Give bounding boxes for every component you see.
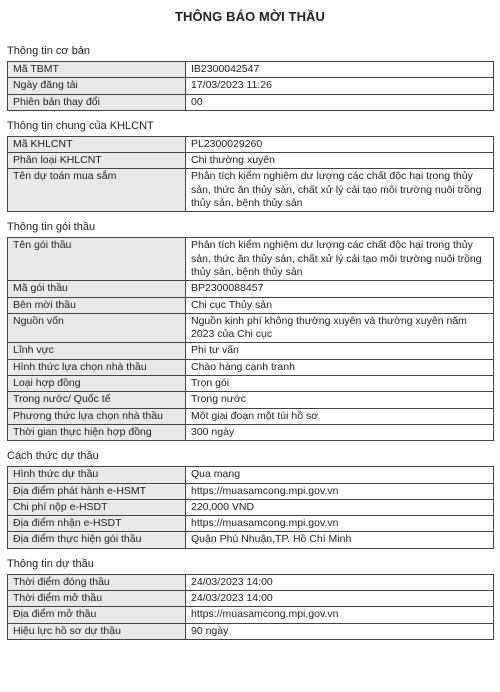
table-row xyxy=(8,532,494,548)
row-value: Trọn gói xyxy=(186,376,494,392)
row-label: Hiệu lực hồ sơ dự thầu xyxy=(8,623,186,639)
row-label: Nguồn vốn xyxy=(8,313,186,343)
section-title-bid-info: Thông tin dự thầu xyxy=(7,557,94,570)
row-label: Phân loại KHLCNT xyxy=(8,153,186,169)
table-row xyxy=(8,499,494,515)
table-row xyxy=(8,623,494,639)
plan-info-table xyxy=(7,136,494,212)
row-label: Mã TBMT xyxy=(8,62,186,78)
row-label: Địa điểm nhận e-HSDT xyxy=(8,516,186,532)
row-value: Chi thường xuyên xyxy=(186,153,494,169)
table-row xyxy=(8,392,494,408)
table-row xyxy=(8,591,494,607)
table-row xyxy=(8,313,494,343)
row-value: Quận Phú Nhuận,TP. Hồ Chí Minh xyxy=(186,532,494,548)
row-label: Bên mời thầu xyxy=(8,297,186,313)
section-title-plan-info: Thông tin chung của KHLCNT xyxy=(7,119,154,132)
row-label: Phiên bản thay đổi xyxy=(8,94,186,110)
table-row xyxy=(8,359,494,375)
row-value: Phân tích kiểm nghiệm dư lượng các chất độc hại trong thủy sản, thức ăn thủy sản, chất xử lý cải tạo môi trường nuôi trồng thủy sản, bệnh thủy sản xyxy=(186,169,494,212)
table-row xyxy=(8,376,494,392)
row-label: Tên dự toán mua sắm xyxy=(8,169,186,212)
row-value: Qua mạng xyxy=(186,467,494,483)
row-value: Chào hàng cạnh tranh xyxy=(186,359,494,375)
table-row xyxy=(8,78,494,94)
table-row xyxy=(8,297,494,313)
bid-info-table xyxy=(7,574,494,640)
table-row xyxy=(8,136,494,152)
table-row xyxy=(8,169,494,212)
row-value: Trong nước xyxy=(186,392,494,408)
row-label: Địa điểm phát hành e-HSMT xyxy=(8,483,186,499)
table-row xyxy=(8,343,494,359)
row-label: Trong nước/ Quốc tế xyxy=(8,392,186,408)
row-value: 24/03/2023 14:00 xyxy=(186,591,494,607)
row-value: https://muasamcong.mpi.gov.vn xyxy=(186,516,494,532)
row-label: Hình thức lựa chọn nhà thầu xyxy=(8,359,186,375)
row-value: 24/03/2023 14:00 xyxy=(186,574,494,590)
row-label: Mã gói thầu xyxy=(8,281,186,297)
table-row xyxy=(8,62,494,78)
row-label: Thời điểm đóng thầu xyxy=(8,574,186,590)
row-value: IB2300042547 xyxy=(186,62,494,78)
row-label: Lĩnh vực xyxy=(8,343,186,359)
row-value: Phi tư vấn xyxy=(186,343,494,359)
row-value: Nguồn kinh phí không thường xuyên và thường xuyên năm 2023 của Chi cục xyxy=(186,313,494,343)
row-value: 220,000 VND xyxy=(186,499,494,515)
row-label: Thời gian thực hiện hợp đồng xyxy=(8,424,186,440)
row-value: 90 ngày xyxy=(186,623,494,639)
table-row xyxy=(8,153,494,169)
package-info-table xyxy=(7,237,494,441)
row-value: Phân tích kiểm nghiệm dư lượng các chất độc hại trong thủy sản, thức ăn thủy sản, chất xử lý cải tạo môi trường nuôi trồng thủy sản, bệnh thủy sản xyxy=(186,238,494,281)
table-row xyxy=(8,607,494,623)
table-row xyxy=(8,516,494,532)
row-label: Địa điểm thực hiện gói thầu xyxy=(8,532,186,548)
row-label: Thời điểm mở thầu xyxy=(8,591,186,607)
section-title-basic-info: Thông tin cơ bản xyxy=(7,45,91,57)
row-label: Chi phí nộp e-HSDT xyxy=(8,499,186,515)
row-value: https://muasamcong.mpi.gov.vn xyxy=(186,483,494,499)
row-label: Phương thức lựa chọn nhà thầu xyxy=(8,408,186,424)
row-label: Loại hợp đồng xyxy=(8,376,186,392)
table-row xyxy=(8,408,494,424)
row-value: 300 ngày xyxy=(186,424,494,440)
page-title: THÔNG BÁO MỜI THẦU xyxy=(174,9,326,24)
row-value: PL2300029260 xyxy=(186,136,494,152)
row-label: Ngày đăng tải xyxy=(8,78,186,94)
section-title-package-info: Thông tin gói thầu xyxy=(7,221,96,234)
row-label: Tên gói thầu xyxy=(8,238,186,281)
row-value: Một giai đoạn một túi hồ sơ xyxy=(186,408,494,424)
row-label: Địa điểm mở thầu xyxy=(8,607,186,623)
table-row xyxy=(8,424,494,440)
table-row xyxy=(8,238,494,281)
row-label: Hình thức dự thầu xyxy=(8,467,186,483)
basic-info-table xyxy=(7,61,494,111)
row-value: 17/03/2023 11:26 xyxy=(186,78,494,94)
table-row xyxy=(8,94,494,110)
table-row xyxy=(8,483,494,499)
table-row xyxy=(8,281,494,297)
row-value: https://muasamcong.mpi.gov.vn xyxy=(186,607,494,623)
row-value: 00 xyxy=(186,94,494,110)
bidding-method-table xyxy=(7,466,494,548)
section-title-bidding-method: Cách thức dự thầu xyxy=(7,450,99,463)
row-value: Chi cục Thủy sản xyxy=(186,297,494,313)
table-row xyxy=(8,574,494,590)
row-value: BP2300088457 xyxy=(186,281,494,297)
row-label: Mã KHLCNT xyxy=(8,136,186,152)
table-row xyxy=(8,467,494,483)
